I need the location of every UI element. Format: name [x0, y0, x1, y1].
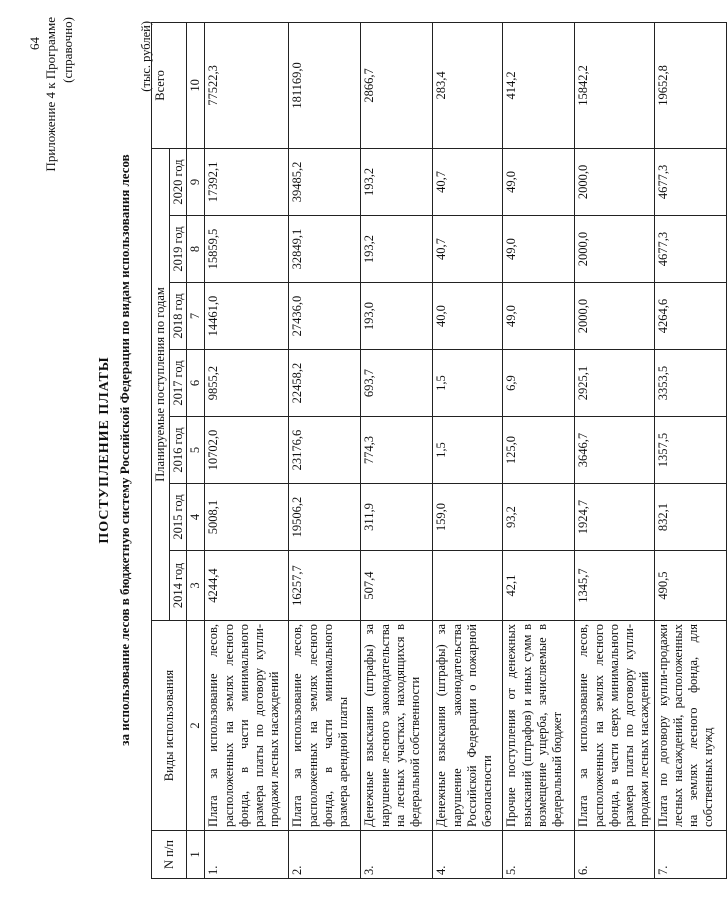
- header-year: 2015 год: [170, 484, 187, 551]
- revenue-table: [151, 22, 727, 879]
- year-value: 93,2: [503, 484, 575, 551]
- year-value: 40,7: [433, 216, 503, 283]
- page-number: 64: [27, 37, 42, 50]
- row-number: 3.: [361, 831, 433, 879]
- header-year: 2017 год: [170, 350, 187, 417]
- column-number: 5: [187, 417, 205, 484]
- row-kind: Плата за использование лесов, расположенных на землях лесного фонда, в части сверх минимального размера платы по договору купли-продажи лесных насаждений: [575, 621, 654, 831]
- row-number: 7.: [654, 831, 726, 879]
- appendix-label: Приложение 4 к Программе: [43, 17, 58, 172]
- year-value: 40,0: [433, 283, 503, 350]
- year-value: 14461,0: [205, 283, 289, 350]
- year-value: 5008,1: [205, 484, 289, 551]
- year-value: 27436,0: [289, 283, 361, 350]
- row-kind: Денежные взыскания (штрафы) за нарушение законодательства Российской Федерации о пожарной безопасности: [433, 621, 503, 831]
- year-value: 832,1: [654, 484, 726, 551]
- year-value: 4244,4: [205, 551, 289, 621]
- header-total: Всего: [152, 22, 187, 148]
- column-number: 7: [187, 283, 205, 350]
- column-number: 4: [187, 484, 205, 551]
- row-kind: Денежные взыскания (штрафы) за нарушение лесного законодательства на лесных участках, находящихся в федеральной собственности: [361, 621, 433, 831]
- year-value: 17392,1: [205, 148, 289, 215]
- year-value: 3646,7: [575, 417, 654, 484]
- year-value: 193,0: [361, 283, 433, 350]
- year-value: 193,2: [361, 216, 433, 283]
- row-total: 181169,0: [289, 22, 361, 148]
- table-row: [575, 22, 654, 878]
- year-value: 49,0: [503, 283, 575, 350]
- table-row: [205, 22, 289, 878]
- year-value: 3353,5: [654, 350, 726, 417]
- year-value: 1,5: [433, 417, 503, 484]
- column-number: 8: [187, 216, 205, 283]
- table-row: [433, 22, 503, 878]
- units-label: (тыс. рублей): [139, 21, 153, 92]
- year-value: 1357,5: [654, 417, 726, 484]
- appendix-note: (справочно): [60, 17, 75, 83]
- year-value: 22458,2: [289, 350, 361, 417]
- rotated-content: [23, 15, 716, 885]
- year-value: 39485,2: [289, 148, 361, 215]
- row-number: 4.: [433, 831, 503, 879]
- year-value: 507,4: [361, 551, 433, 621]
- header-year: 2020 год: [170, 148, 187, 215]
- year-value: 490,5: [654, 551, 726, 621]
- year-value: 16257,7: [289, 551, 361, 621]
- document-subtitle: за использование лесов в бюджетную систему Российской Федерации по видам использования лесов: [117, 154, 132, 746]
- row-total: 2866,7: [361, 22, 433, 148]
- year-value: 49,0: [503, 216, 575, 283]
- table-row: [289, 22, 361, 878]
- header-kind: Виды использования: [152, 621, 187, 831]
- year-value: 40,7: [433, 148, 503, 215]
- row-kind: Плата за использование лесов, расположенных на землях лесного фонда, в части минимального размера арендной платы: [289, 621, 361, 831]
- row-number: 2.: [289, 831, 361, 879]
- year-value: 9855,2: [205, 350, 289, 417]
- year-value: 159,0: [433, 484, 503, 551]
- year-value: 4677,3: [654, 216, 726, 283]
- row-total: 15842,2: [575, 22, 654, 148]
- row-number: 1.: [205, 831, 289, 879]
- header-year: 2018 год: [170, 283, 187, 350]
- year-value: 1345,7: [575, 551, 654, 621]
- year-value: 19506,2: [289, 484, 361, 551]
- year-value: 42,1: [503, 551, 575, 621]
- year-value: 2000,0: [575, 283, 654, 350]
- header-planned: Планируемые поступления по годам: [152, 148, 170, 620]
- year-value: 4677,3: [654, 148, 726, 215]
- header-year: 2016 год: [170, 417, 187, 484]
- year-value: 125,0: [503, 417, 575, 484]
- row-total: 414,2: [503, 22, 575, 148]
- row-total: 77522,3: [205, 22, 289, 148]
- column-number: 10: [187, 22, 205, 148]
- year-value: 693,7: [361, 350, 433, 417]
- year-value: 2000,0: [575, 148, 654, 215]
- row-kind: Прочие поступления от денежных взысканий (штрафов) и иных сумм в возмещение ущерба, зачисляемые в федеральный бюджет: [503, 621, 575, 831]
- table-row: [361, 22, 433, 878]
- year-value: 15859,5: [205, 216, 289, 283]
- header-num: N п/п: [152, 831, 187, 879]
- row-total: 19652,8: [654, 22, 726, 148]
- year-value: 10702,0: [205, 417, 289, 484]
- column-number: 1: [187, 831, 205, 879]
- table-row: [654, 22, 726, 878]
- column-number: 3: [187, 551, 205, 621]
- year-value: 1,5: [433, 350, 503, 417]
- year-value: 4264,6: [654, 283, 726, 350]
- year-value: 49,0: [503, 148, 575, 215]
- year-value: [433, 551, 503, 621]
- document-title: ПОСТУПЛЕНИЕ ПЛАТЫ: [97, 356, 112, 544]
- year-value: 6,9: [503, 350, 575, 417]
- header-year: 2014 год: [170, 551, 187, 621]
- column-number: 2: [187, 621, 205, 831]
- column-number: 9: [187, 148, 205, 215]
- year-value: 32849,1: [289, 216, 361, 283]
- year-value: 193,2: [361, 148, 433, 215]
- year-value: 2000,0: [575, 216, 654, 283]
- year-value: 1924,7: [575, 484, 654, 551]
- row-kind: Плата по договору купли-продажи лесных насаждений, расположенных на землях лесного фонда, для собственных нужд: [654, 621, 726, 831]
- header-year: 2019 год: [170, 216, 187, 283]
- year-value: 2925,1: [575, 350, 654, 417]
- row-total: 283,4: [433, 22, 503, 148]
- row-number: 5.: [503, 831, 575, 879]
- year-value: 774,3: [361, 417, 433, 484]
- year-value: 311,9: [361, 484, 433, 551]
- table-row: [503, 22, 575, 878]
- row-number: 6.: [575, 831, 654, 879]
- column-number: 6: [187, 350, 205, 417]
- row-kind: Плата за использование лесов, расположенных на землях лесного фонда, в части минимального размера платы по договору купли-продажи лесных насаждений: [205, 621, 289, 831]
- year-value: 23176,6: [289, 417, 361, 484]
